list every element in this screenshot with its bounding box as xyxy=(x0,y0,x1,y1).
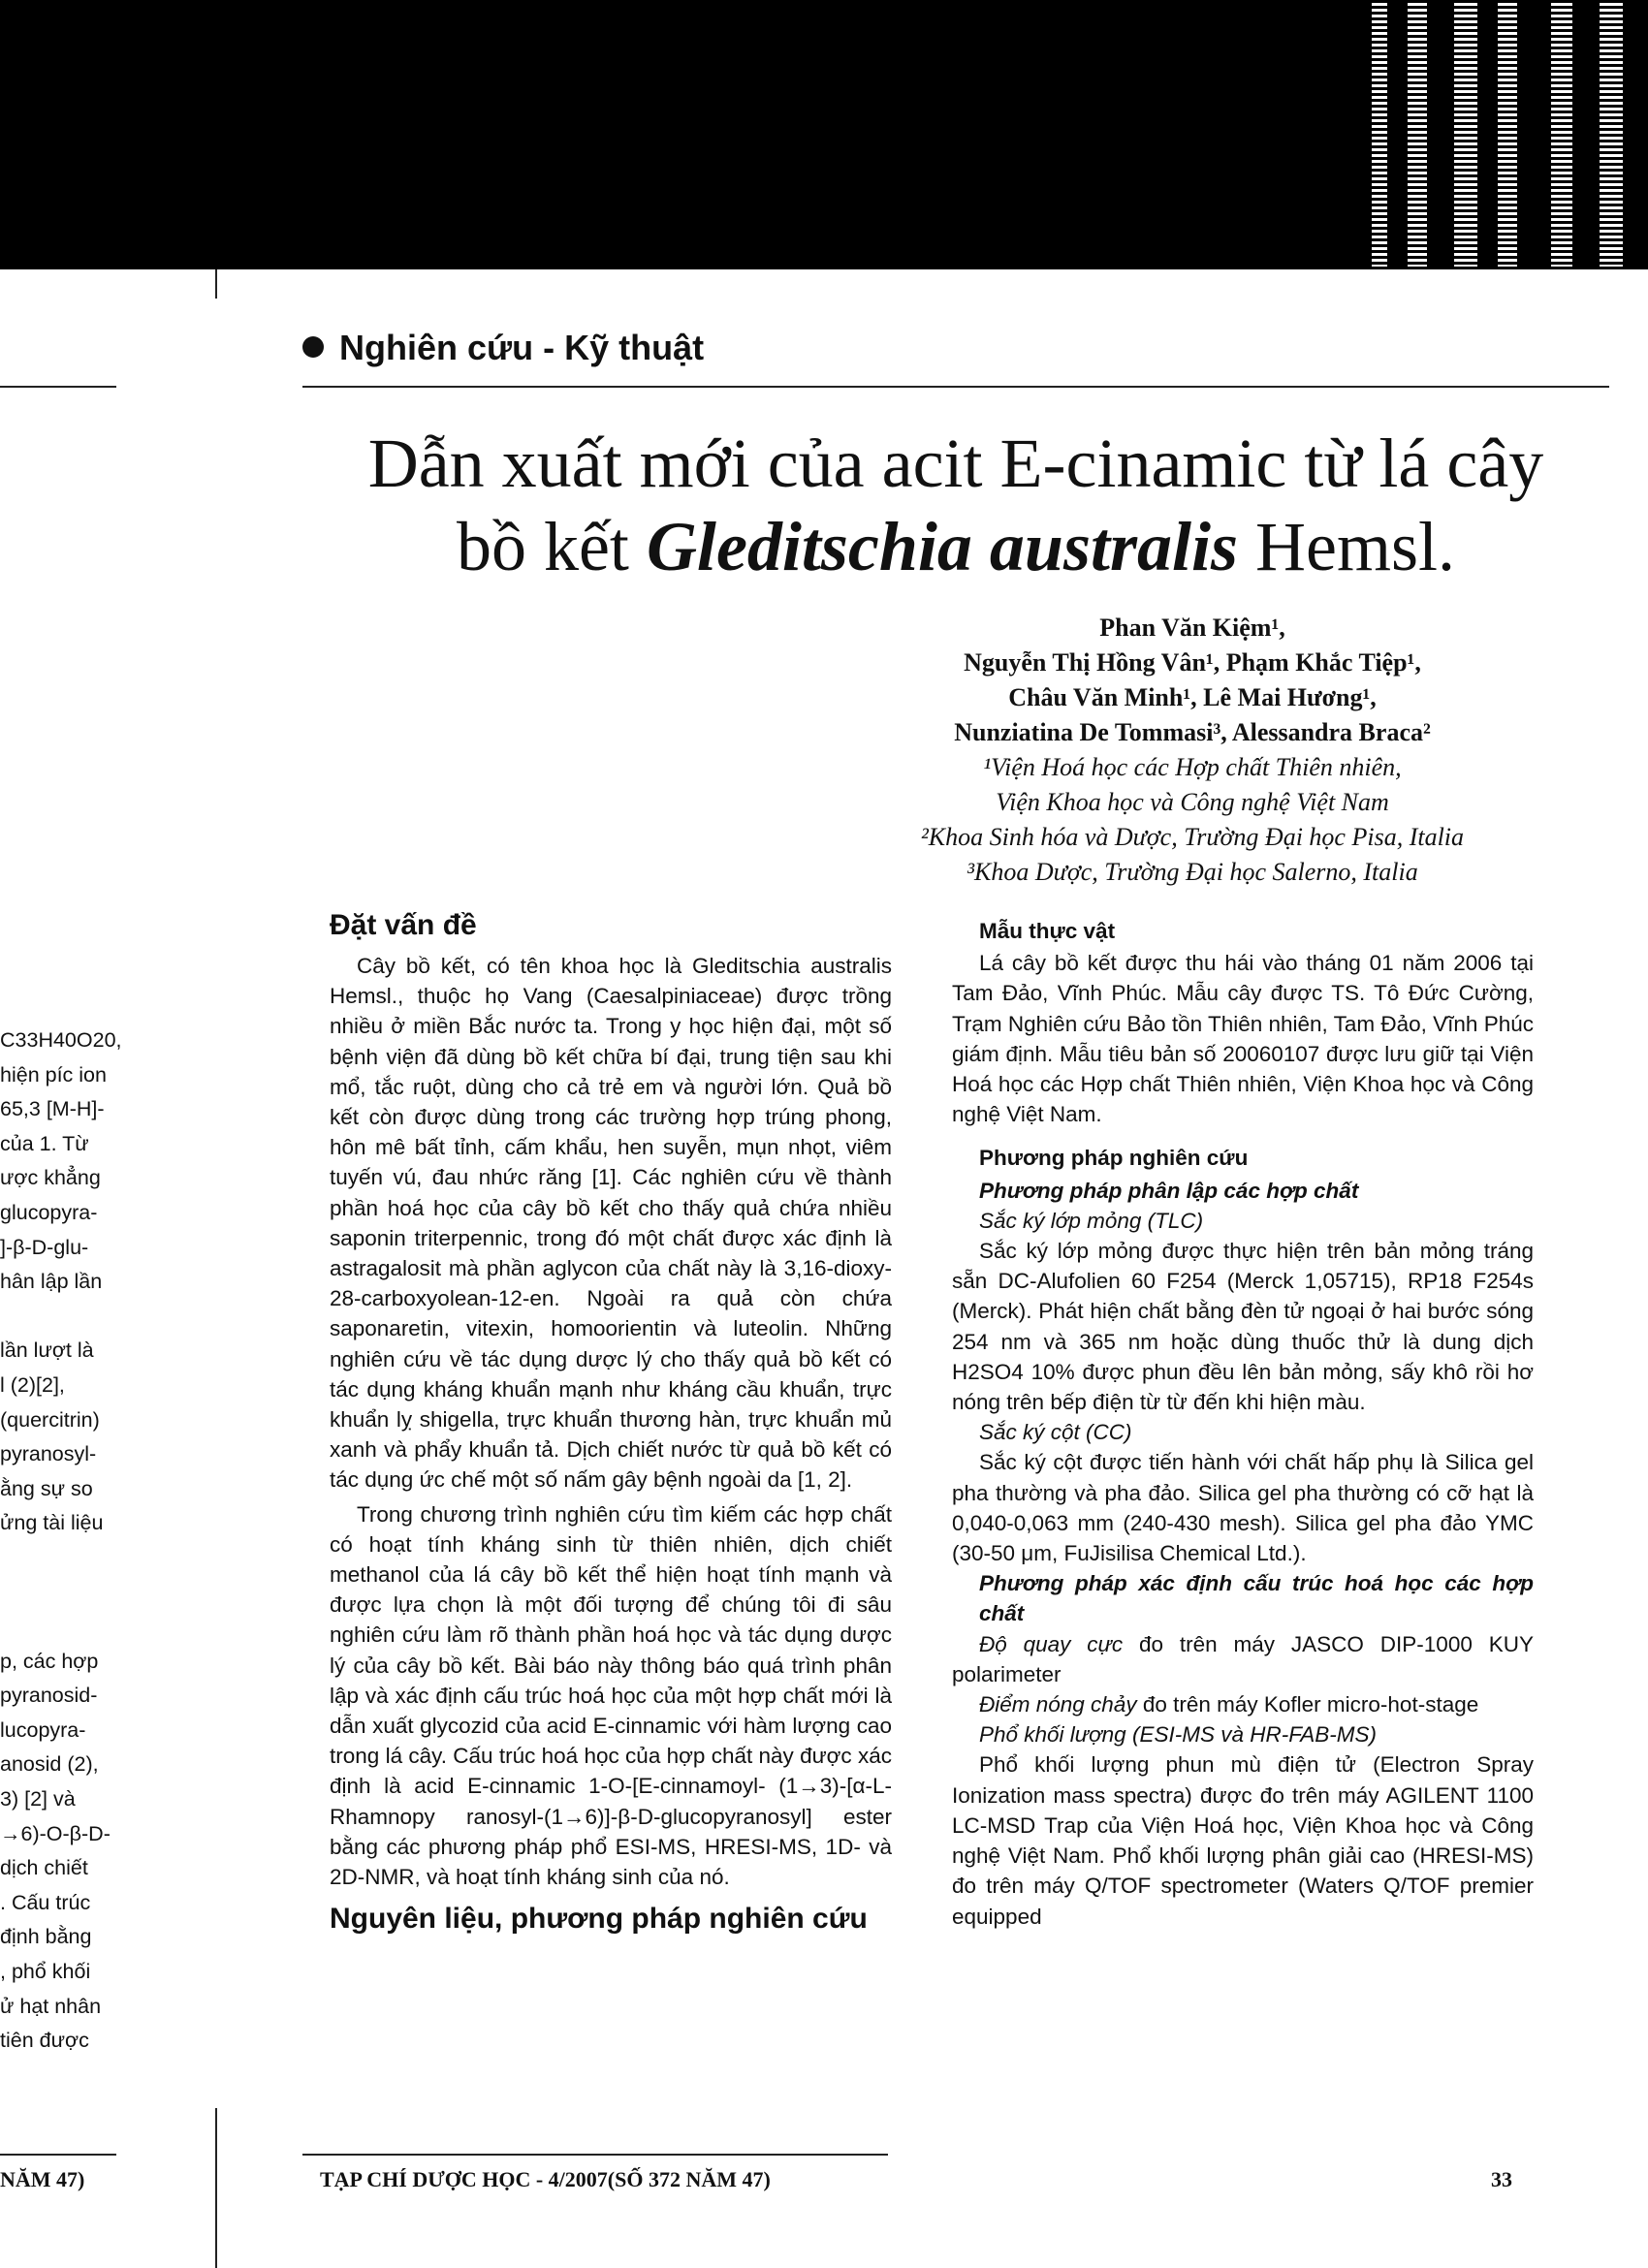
barcode-strip xyxy=(1372,0,1387,267)
section-heading: Nghiên cứu - Kỹ thuật xyxy=(302,328,704,368)
author-block xyxy=(834,611,1551,890)
fragment-line xyxy=(0,1578,126,1613)
fragment-line xyxy=(0,1302,126,1337)
barcode-strip xyxy=(1454,0,1477,267)
fragment-line: dịch chiết xyxy=(0,1856,88,1880)
paragraph-cc: Sắc ký cột được tiến hành với chất hấp phụ là Silica gel pha thường và pha đảo. Silica gel pha thường có cỡ hạt là 0,040-0,063 mm (240-430 mesh). Silica gel pha đảo YMC (30-50 μm, FuJisilisa Chemical Ltd.). xyxy=(952,1450,1534,1566)
fragment-line: lucopyra- xyxy=(0,1717,86,1742)
column-right xyxy=(952,916,1534,1932)
author-line: Châu Văn Minh¹, Lê Mai Hương¹, xyxy=(1008,683,1377,711)
scan-black-band xyxy=(0,0,1648,269)
paragraph-mau: Lá cây bồ kết được thu hái vào tháng 01 năm 2006 tại Tam Đảo, Vĩnh Phúc. Mẫu cây được TS. Tô Đức Cường, Trạm Nghiên cứu Bảo tồn Thiên nhiên, Tam Đảo, Vĩnh Phúc giám định. Mẫu tiêu bản số 20060107 được lưu giữ tại Viện Hoá học các Hợp chất Thiên nhiên, Viện Khoa học và Công nghệ Việt Nam. xyxy=(952,951,1534,1127)
fragment-line: 3) [2] và xyxy=(0,1787,76,1811)
footer-journal: TẠP CHÍ DƯỢC HỌC - 4/2007(SỐ 372 NĂM 47) xyxy=(320,2167,771,2191)
fragment-line: (quercitrin) xyxy=(0,1407,100,1432)
article-title xyxy=(302,422,1609,588)
heading-mass-spec: Phổ khối lượng (ESI-MS và HR-FAB-MS) xyxy=(979,1722,1378,1748)
heading-phan-lap: Phương pháp phân lập các hợp chất xyxy=(979,1178,1359,1203)
author-line: Nunziatina De Tommasi³, Alessandra Braca² xyxy=(954,718,1431,746)
paragraph-intro: Cây bồ kết, có tên khoa học là Gleditschia australis Hemsl., thuộc họ Vang (Caesalpiniaceae) được trồng nhiều ở miền Bắc nước ta. Trong y học hiện đại, một số bệnh viện đã dùng bồ kết chữa bí đại, trung tiện sau khi mổ, tắc ruột, dùng cho cả trẻ em và người lớn. Quả bồ kết còn được dùng trong các trường hợp trúng phong, hôn mê bất tỉnh, cấm khẩu, hen suyễn, mụn nhọt, viêm tuyến vú, đau nhức răng [1]. Các nghiên cứu về thành phần hoá học của cây bồ kết cho thấy quả chứa nhiều saponin triterpennic, trong đó một chất được xác định là astragalosit mà phần aglycon của chất này là 3,16-dioxy-28-carboxyolean-12-en. Ngoài ra quả còn chứa saponaretin, vitexin, homoorientin và luteolin. Những nghiên cứu về tác dụng dược lý cho thấy quả bồ kết có tác dụng kháng khuẩn mạnh như kháng cầu khuẩn, trực khuẩn lỵ shigella, trực khuẩn thương hàn, trực khuẩn mủ xanh và phẩy khuẩn tả. Dịch chiết nước từ quả bồ kết có tác dụng ức chế một số nấm gây bệnh ngoài da [1, 2]. xyxy=(330,954,892,1493)
heading-phuong-phap: Phương pháp nghiên cứu xyxy=(979,1146,1249,1171)
title-line-2: bồ kết Gleditschia australis Hemsl. xyxy=(456,508,1456,585)
heading-materials: Nguyên liệu, phương pháp nghiên cứu xyxy=(330,1903,868,1936)
barcode-strip xyxy=(1551,0,1572,267)
fragment-line: ược khẳng xyxy=(0,1166,101,1190)
paragraph-tlc: Sắc ký lớp mỏng được thực hiện trên bản mỏng tráng sẵn DC-Alufolien 60 F254 (Merck 1,05715), RP18 F254s (Merck). Phát hiện chất bằng đèn tử ngoại ở hai bước sóng 254 nm và 365 nm hoặc dùng thuốc thử là dung dịch H2SO4 10% được phun đều lên bản mỏng, sấy khô rồi hơ nóng trên bếp điện từ từ đến khi hiện màu. xyxy=(952,1239,1534,1415)
footer-left-partial: NĂM 47) xyxy=(0,2167,85,2191)
heading-mau-thuc-vat: Mẫu thực vật xyxy=(979,919,1116,943)
page-number: 33 xyxy=(1491,2167,1512,2191)
fragment-line: ửng tài liệu xyxy=(0,1511,104,1535)
heading-cc: Sắc ký cột (CC) xyxy=(979,1420,1132,1445)
column-left xyxy=(330,906,892,1942)
fragment-line: ử hạt nhân xyxy=(0,1994,102,2018)
fragment-line: pyranosyl- xyxy=(0,1442,97,1466)
fragment-line xyxy=(0,1612,126,1647)
fragment-line: , phổ khối xyxy=(0,1960,91,1984)
author-line: Phan Văn Kiệm¹, xyxy=(1099,614,1285,642)
fragment-line: của 1. Từ xyxy=(0,1131,89,1155)
fragment-line: ]-β-D-glu- xyxy=(0,1235,89,1259)
barcode-strip xyxy=(1600,0,1623,267)
barcode-strip xyxy=(1408,0,1427,267)
title-line-1: Dẫn xuất mới của acit E-cinamic từ lá cây xyxy=(367,425,1544,502)
fragment-line: pyranosid- xyxy=(0,1684,98,1708)
author-line: Nguyễn Thị Hồng Vân¹, Phạm Khắc Tiệp¹, xyxy=(964,648,1421,677)
paragraph-diem-nong-chay: Điểm nóng chảy đo trên máy Kofler micro-hot-stage xyxy=(979,1692,1479,1717)
heading-tlc: Sắc ký lớp mỏng (TLC) xyxy=(979,1208,1204,1233)
fragment-line: hân lập lần xyxy=(0,1270,103,1294)
fragment-line: p, các hợp xyxy=(0,1649,99,1673)
affiliation-line: Viện Khoa học và Công nghệ Việt Nam xyxy=(996,788,1389,816)
barcode-strip xyxy=(1498,0,1517,267)
paragraph-program: Trong chương trình nghiên cứu tìm kiếm các hợp chất có hoạt tính kháng sinh từ thiên nhiên, dịch chiết methanol của lá cây bồ kết thể hiện hoạt tính mạnh và được lựa chọn là một đối tượng để chúng tôi đi sâu nghiên cứu làm rõ thành phần hoá học và tác dụng dược lý của cây bồ kết. Bài báo này thông báo quá trình phân lập và xác định cấu trúc hoá học của một hợp chất mới là dẫn xuất glycozid của acid E-cinnamic với hàm lượng cao trong lá cây. Cấu trúc hoá học của hợp chất này được xác định là acid E-cinnamic 1-O-[E-cinnamoyl- (1→3)-[α-L-Rhamnopy ranosyl-(1→6)]-β-D-glucopyranosyl] ester bằng các phương pháp phổ ESI-MS, HRESI-MS, 1D- và 2D-NMR, và hoạt tính kháng sinh của nó. xyxy=(330,1501,892,1890)
fragment-line: l (2)[2], xyxy=(0,1372,65,1397)
fragment-line: hiện píc ion xyxy=(0,1062,107,1087)
affiliation-line: ²Khoa Sinh hóa và Dược, Trường Đại học Pisa, Italia xyxy=(920,823,1465,851)
footer-rule xyxy=(302,2154,888,2156)
fragment-line: C33H40O20, xyxy=(0,1028,122,1052)
heading-dat-van-de: Đặt vấn đề xyxy=(330,909,477,941)
left-page-fragment xyxy=(0,1025,126,2061)
left-page-rule xyxy=(0,386,116,388)
paragraph-do-quay: Độ quay cực đo trên máy JASCO DIP-1000 KUY polarimeter xyxy=(952,1631,1534,1686)
gutter-divider xyxy=(215,2108,217,2268)
fragment-line: lần lượt là xyxy=(0,1339,94,1363)
bullet-icon xyxy=(302,336,324,358)
fragment-line: . Cấu trúc xyxy=(0,1890,91,1914)
gutter-divider xyxy=(215,269,217,299)
fragment-line: anosid (2), xyxy=(0,1752,99,1777)
fragment-line: glucopyra- xyxy=(0,1200,98,1224)
fragment-line: →6)-O-β-D- xyxy=(0,1821,111,1845)
fragment-line: ằng sự so xyxy=(0,1476,93,1500)
fragment-line: tiên được xyxy=(0,2029,89,2053)
header-rule xyxy=(302,386,1609,388)
fragment-line xyxy=(0,1543,126,1578)
fragment-line: 65,3 [M-H]- xyxy=(0,1097,105,1121)
fragment-line: định bằng xyxy=(0,1925,92,1949)
affiliation-line: ³Khoa Dược, Trường Đại học Salerno, Italia xyxy=(967,858,1418,886)
left-page-rule xyxy=(0,2154,116,2156)
paragraph-mass-spec: Phổ khối lượng phun mù điện tử (Electron Spray Ionization mass spectra) được đo trên máy AGILENT 1100 LC-MSD Trap của Viện Hoá học, Viện Khoa học và Công nghệ Việt Nam. Phổ khối lượng phân giải cao (HRESI-MS) đo trên máy Q/TOF spectrometer (Waters Q/TOF premier equipped xyxy=(952,1752,1534,1929)
heading-xac-dinh: Phương pháp xác định cấu trúc hoá học các hợp chất xyxy=(979,1571,1534,1626)
affiliation-line: ¹Viện Hoá học các Hợp chất Thiên nhiên, xyxy=(983,753,1402,781)
